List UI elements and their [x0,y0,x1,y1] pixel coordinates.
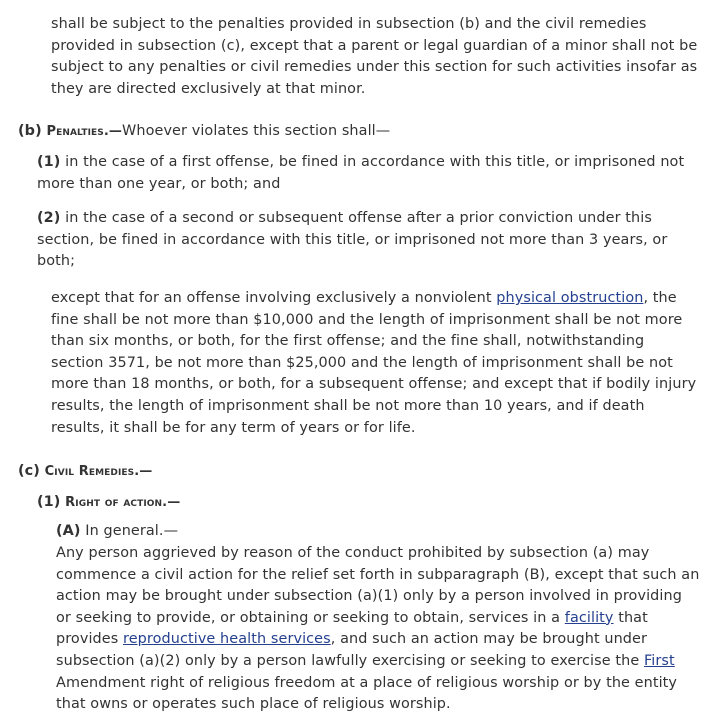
subparagraph-a-text-1: Any person aggrieved by reason of the conduct prohibited by subsection (a) may commence a civil action for the relief set forth in subparagraph (B), except that such an action may be brought under subsection (a)(1) only by a person involved in providing or seeking to provide, or obtaining or seeking to obtain, services in a [56,545,700,626]
physical-obstruction-link[interactable]: physical obstruction [496,290,644,306]
subparagraph-a-text-4: Amendment right of religious freedom at a place of religious worship or by the entity that owns or operates such place of religious worship. [56,674,678,713]
subsection-b-lead: Whoever violates this section shall— [122,123,391,139]
facility-link[interactable]: facility [564,609,614,626]
paragraph-b1 [37,152,697,195]
subsection-b-title: Penalties.— [46,124,123,139]
subparagraph-a-body [56,543,701,716]
subparagraph-a-title: In general.— [80,523,179,539]
paragraph-b2-text: in the case of a second or subsequent offense after a prior conviction under this section, be fined in accordance with this title, or imprisoned not more than 3 years, or both; [37,210,668,270]
subsection-c-number: (c) [18,463,40,479]
subsection-c-heading [18,461,152,483]
subsection-c-title: Civil Remedies.— [44,464,153,479]
intro-paragraph: shall be subject to the penalties provided in subsection (b) and the civil remedies provided in subsection (c), except that a parent or legal guardian of a minor shall not be subject to any penalties or civil remedies under this section for such activities insofar as they are directed exclusively at that minor. [51,16,698,97]
subparagraph-a-text-3: , and such an action may be brought under subsection (a)(2) only by a person lawfully exercising or seeking to exercise the [56,631,648,669]
tail-text-pre: except that for an offense involving exclusively a nonviolent [51,290,497,306]
subsection-b-tail [51,288,701,439]
paragraph-b1-text: in the case of a first offense, be fined in accordance with this title, or imprisoned not more than one year, or both; and [37,154,685,192]
subparagraph-a-number: (A) [56,523,81,539]
tail-text-post: , the fine shall be not more than $10,000 and the length of imprisonment shall be not more than six months, or both, for the first offense; and the fine shall, notwithstanding section 3571, be not more than $25,000 and the length of imprisonment shall be not more than 18 months, or both, for a subsequent offense; and except that if bodily injury results, the length of imprisonment shall be not more than 10 years, and if death results, it shall be for any term of years or for life. [51,290,697,436]
paragraph-c1-heading [37,492,180,514]
paragraph-b2 [37,208,697,273]
paragraph-b1-number: (1) [37,154,61,170]
subsection-b-heading [18,121,390,143]
paragraph-c1-number: (1) [37,494,61,510]
subparagraph-a-heading [56,521,701,543]
subparagraph-a-text-2: that provides [56,609,648,648]
reproductive-health-services-link[interactable]: reproductive health services [123,631,331,648]
paragraph-c1-title: Right of action.— [65,495,181,510]
subsection-b-number: (b) [18,123,42,139]
first-amendment-link[interactable]: First [643,652,675,669]
paragraph-b2-number: (2) [37,210,61,226]
